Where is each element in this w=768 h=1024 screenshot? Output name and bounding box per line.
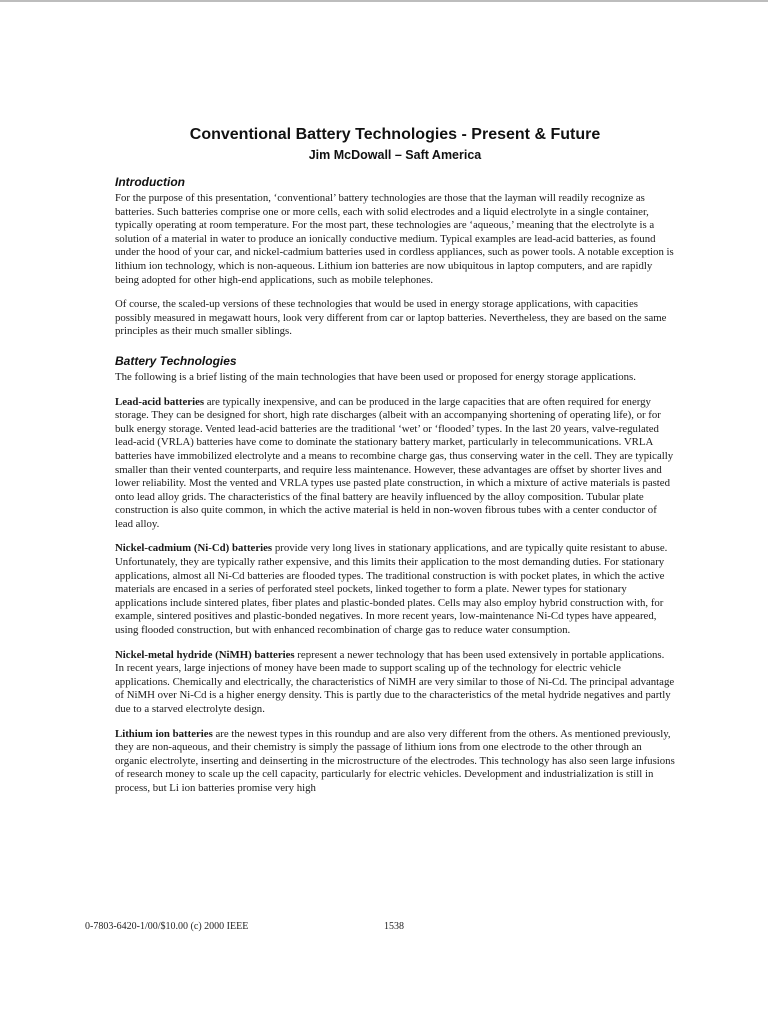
section-heading-battery-technologies: Battery Technologies <box>115 353 237 368</box>
document-page <box>115 124 675 807</box>
battery-tech-intro-paragraph: The following is a brief listing of the main technologies that have been used or proposed for energy storage applications. <box>115 370 636 383</box>
scan-top-edge <box>0 0 768 2</box>
lithium-ion-paragraph <box>115 728 675 796</box>
lithium-ion-term: Lithium ion batteries <box>115 727 213 740</box>
nicd-term: Nickel-cadmium (Ni-Cd) batteries <box>115 542 273 555</box>
lead-acid-text: are typically inexpensive, and can be produced in the large capacities that are often required for energy storage. They can be designed for short, high rate discharges (albeit with an accompanying shortening of operating life), or for bulk energy storage. Vented lead-acid batteries are the traditional ‘wet’ or ‘flooded’ types. In the last 20 years, valve-regulated lead-acid (VRLA) batteries have come to dominate the stationary battery market, particularly in telecommunications. VRLA batteries have immobilized electrolyte and a means to recombine charge gas, thus conserving water in the cell. They are typically smaller than their vented counterparts, and require less maintenance. However, these advantages are offset by shorter lives and lower reliability. Most the vented and VRLA types use pasted plate construction, in which a mixture of active materials is pasted onto lead alloy grids. The characteristics of the final battery are heavily influenced by the alloy composition. Tubular plate construction is also quite common, in which the active material is held in non-woven fibrous tubes with a center conductor of lead alloy. <box>115 395 674 530</box>
lead-acid-paragraph <box>115 396 675 532</box>
paper-title: Conventional Battery Technologies - Present & Future <box>189 126 601 143</box>
nimh-paragraph <box>115 649 675 717</box>
paper-author: Jim McDowall – Saft America <box>308 148 482 162</box>
lithium-ion-text: are the newest types in this roundup and are also very different from the others. As mentioned previously, they are non-aqueous, and their chemistry is simply the passage of lithium ions from one electrode to the other through an organic electrolyte, inserting and deinserting in the microstructure of the electrodes. This technology has also seen large infusions of research money to scale up the cell capacity, particularly for electric vehicles. Development and industrialization is still in process, but Li ion batteries promise very high <box>115 727 675 794</box>
footer-identifier: 0-7803-6420-1/00/$10.00 (c) 2000 IEEE <box>85 921 249 932</box>
lead-acid-term: Lead-acid batteries <box>115 395 205 408</box>
nicd-text: provide very long lives in stationary applications, and are typically quite resistant to abuse. Unfortunately, they are typically rather expensive, and this limits their application to the most demanding duties. For stationary applications, almost all Ni-Cd batteries are flooded types. The traditional construction is with pocket plates, in which the active materials are encased in a series of perforated steel pockets, linked together to form a plate. Newer types for stationary applications include sintered plates, fiber plates and plastic-bonded plates. Cells may also employ hybrid construction with, for example, sintered positives and plastic-bonded negatives. In more recent years, low-maintenance Ni-Cd types have appeared, using flooded construction, but with enhanced recombination of charge gas to reduce water consumption. <box>115 542 668 637</box>
intro-paragraph-1: For the purpose of this presentation, ‘conventional’ battery technologies are those that the layman will readily recognize as batteries. Such batteries comprise one or more cells, each with solid electrodes and a liquid electrolyte in a single container, typically operating at room temperature. For the most part, these technologies are ‘aqueous,’ meaning that the electrolyte is a solution of a material in water to produce an ionically conductive medium. Typical examples are lead-acid batteries, as found under the hood of your car, and nickel-cadmium batteries used in cordless appliances, such as power tools. A notable exception is lithium ion technology, which is non-aqueous. Lithium ion batteries are now ubiquitous in laptop computers, and are rapidly being adopted for other high-end applications, such as mobile telephones. <box>115 192 674 286</box>
intro-paragraph-2: Of course, the scaled-up versions of these technologies that would be used in energy storage applications, with capacities possibly measured in megawatt hours, look very different from car or laptop batteries. Nevertheless, they are based on the same principles as their much smaller siblings. <box>115 298 667 338</box>
footer-page-number: 1538 <box>384 921 404 932</box>
section-heading-introduction: Introduction <box>115 175 185 189</box>
nimh-text: represent a newer technology that has been used extensively in portable applications. In recent years, large injections of money have been made to support scaling up of the technology for electric vehicle applications. Chemically and electrically, the characteristics of NiMH are very similar to those of Ni-Cd. The principal advantage of NiMH over Ni-Cd is a higher energy density. This is partly due to the characteristics of the metal hydride negatives and partly due to a starved electrolyte design. <box>115 648 675 715</box>
nicd-paragraph <box>115 542 675 637</box>
nimh-term: Nickel-metal hydride (NiMH) batteries <box>115 648 295 661</box>
